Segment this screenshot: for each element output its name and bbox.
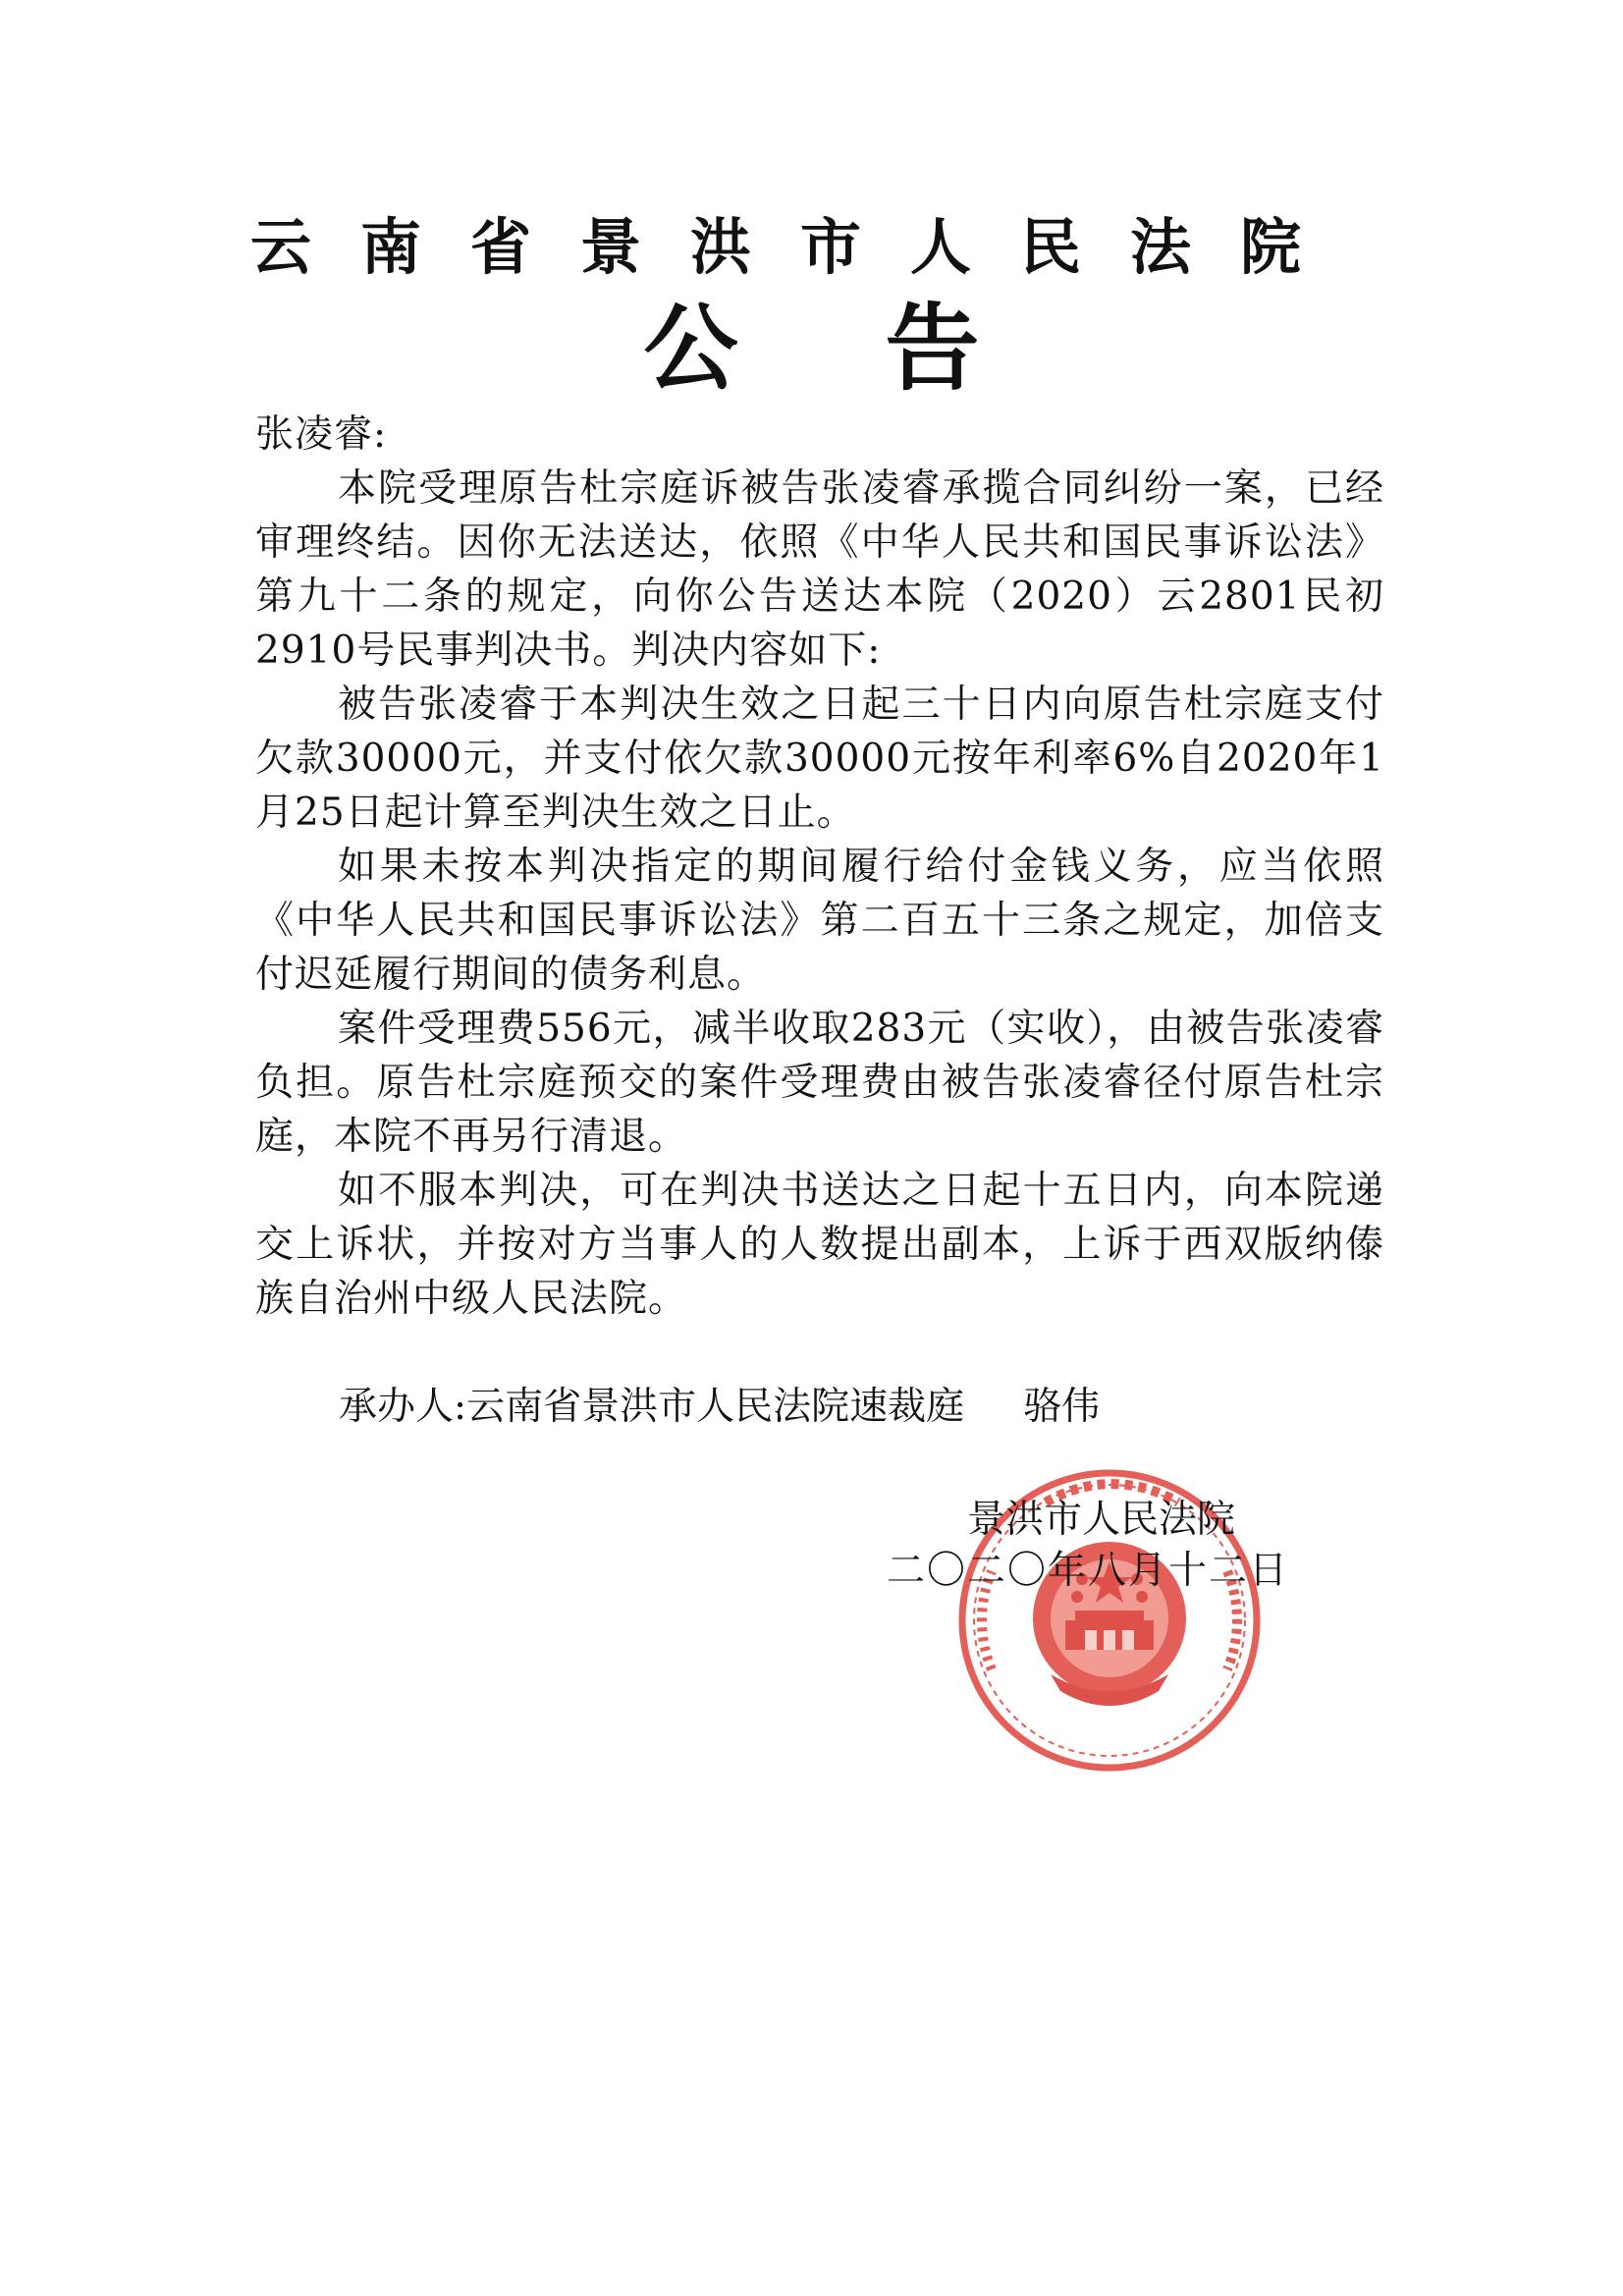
document-title: 公告 — [643, 294, 1127, 404]
signing-court: 景洪市人民法院 — [967, 1498, 1236, 1542]
handler-department: 云南省景洪市人民法院速裁庭 — [466, 1385, 965, 1429]
handler-name: 骆伟 — [1023, 1385, 1101, 1429]
addressee: 张凌睿: — [255, 412, 388, 457]
paragraph-appeal: 如不服本判决，可在判决书送达之日起十五日内，向本院递交上诉状，并按对方当事人的人数提出副本，上诉于西双版纳傣族自治州中级人民法院。 — [255, 1169, 1384, 1321]
paragraph-court-fee: 案件受理费556元，减半收取283元（实收），由被告张凌睿负担。原告杜宗庭预交的案件受理费由被告张凌睿径付原告杜宗庭，本院不再另行清退。 — [255, 1007, 1384, 1159]
court-name-heading: 云南省景洪市人民法院 — [250, 211, 1351, 283]
paragraph-late-interest: 如果未按本判决指定的期间履行给付金钱义务，应当依照《中华人民共和国民事诉讼法》第二百五十三条之规定，加倍支付迟延履行期间的债务利息。 — [255, 845, 1384, 997]
handler-label: 承办人: — [339, 1385, 467, 1429]
handler-line — [339, 1380, 1100, 1434]
paragraph-judgment: 被告张凌睿于本判决生效之日起三十日内向原告杜宗庭支付欠款30000元，并支付依欠款30000元按年利率6%自2020年1月25日起计算至判决生效之日止。 — [255, 683, 1384, 835]
signing-date: 二〇二〇年八月十二日 — [887, 1549, 1290, 1593]
notice-body — [255, 408, 1384, 1326]
paragraph-case-intro: 本院受理原告杜宗庭诉被告张凌睿承揽合同纠纷一案，已经审理终结。因你无法送达，依照《中华人民共和国民事诉讼法》第九十二条的规定，向你公告送达本院（2020）云2801民初2910号民事判决书。判决内容如下: — [255, 466, 1384, 673]
